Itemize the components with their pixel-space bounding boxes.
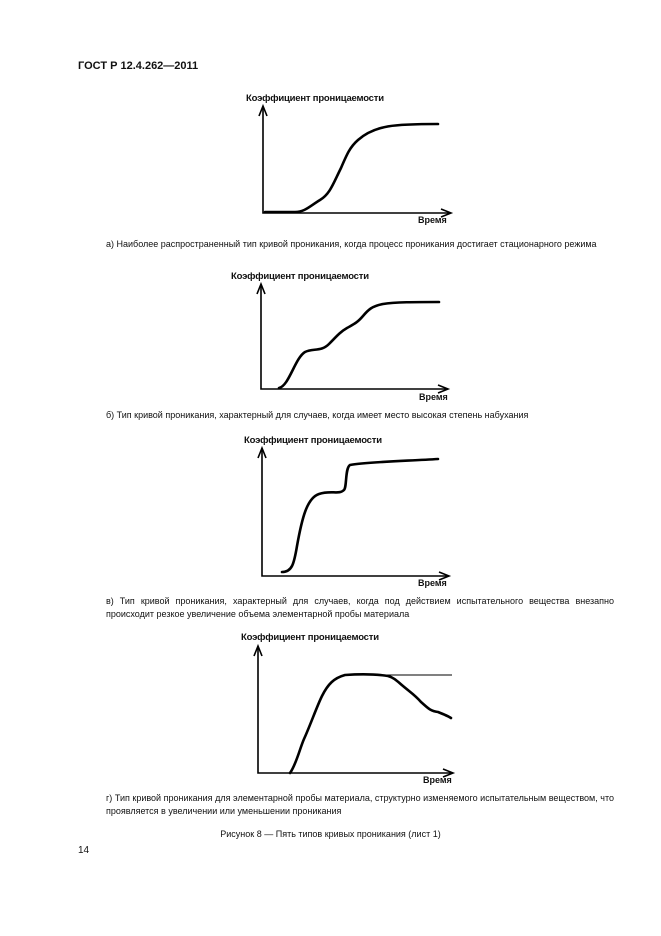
chart-c-xlabel: Время bbox=[418, 578, 447, 588]
chart-d-axes bbox=[258, 648, 452, 773]
page-number: 14 bbox=[78, 845, 90, 856]
chart-c-ylabel: Коэффициент проницаемости bbox=[244, 435, 382, 446]
chart-b-plot bbox=[255, 278, 455, 398]
chart-a-ylabel: Коэффициент проницаемости bbox=[246, 93, 384, 104]
document-header: ГОСТ Р 12.4.262—2011 bbox=[78, 60, 199, 72]
chart-d-curve bbox=[290, 674, 451, 773]
chart-c-axes bbox=[262, 450, 448, 576]
chart-c-plot bbox=[255, 442, 455, 582]
chart-d-ylabel: Коэффициент проницаемости bbox=[241, 632, 379, 643]
chart-c-curve bbox=[282, 459, 438, 572]
chart-b-curve bbox=[279, 302, 439, 388]
chart-d-xlabel: Время bbox=[423, 775, 452, 785]
chart-a-curve bbox=[265, 124, 438, 212]
chart-d-plot bbox=[250, 640, 460, 780]
chart-b-xlabel: Время bbox=[419, 392, 448, 402]
chart-b-ylabel: Коэффициент проницаемости bbox=[231, 271, 369, 282]
chart-a-caption: а) Наиболее распространенный тип кривой проникания, когда процесс проникания достигает стационарного режима bbox=[106, 239, 597, 249]
figure-caption: Рисунок 8 — Пять типов кривых проникания (лист 1) bbox=[220, 829, 441, 839]
chart-b-caption: б) Тип кривой проникания, характерный для случаев, когда имеет место высокая степень набухания bbox=[106, 410, 529, 420]
chart-c-caption: в) Тип кривой проникания, характерный для случаев, когда под действием испытательного вещества внезапно происходит резкое увеличение объема элементарной пробы материала bbox=[106, 596, 614, 619]
chart-d-caption: г) Тип кривой проникания для элементарной пробы материала, структурно изменяемого испытательным веществом, что проявляется в увеличении или уменьшении проникания bbox=[106, 793, 614, 816]
chart-a-xlabel: Время bbox=[418, 215, 447, 225]
chart-a-plot bbox=[255, 100, 455, 220]
